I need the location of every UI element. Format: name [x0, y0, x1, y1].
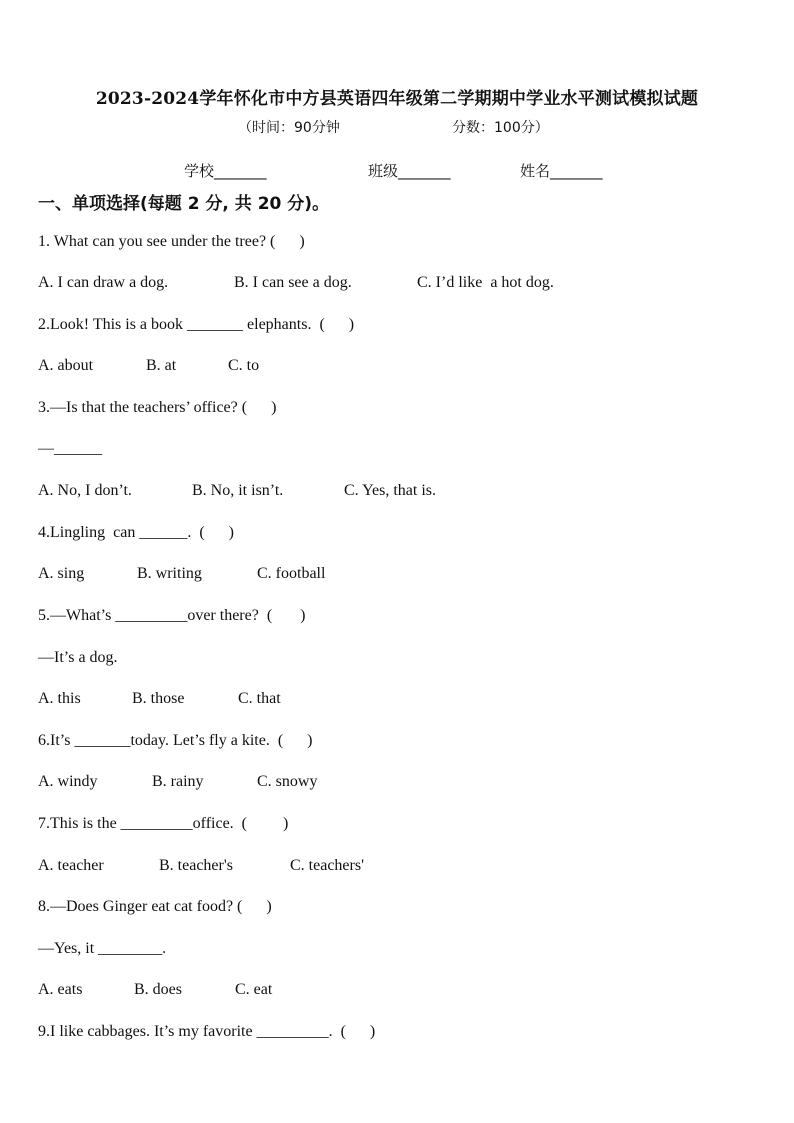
question-1-stem: 1. What can you see under the tree? ( )	[38, 233, 305, 250]
question-4-option-a: A. sing	[38, 565, 85, 582]
question-8-answer: —Yes, it ________.	[38, 940, 167, 957]
question-2-stem: 2.Look! This is a book _______ elephants. ( )	[38, 316, 355, 333]
question-3-stem: 3.—Is that the teachers’ office? ( )	[38, 399, 277, 416]
question-8-option-a: A. eats	[38, 981, 83, 998]
question-6-stem: 6.It’s _______today. Let’s fly a kite. ( )	[38, 732, 313, 749]
question-2-option-b: B. at	[146, 357, 177, 374]
question-1-option-c: C. I’d like a hot dog.	[417, 274, 554, 291]
question-7-option-c: C. teachers'	[290, 857, 364, 874]
question-2-option-c: C. to	[228, 357, 260, 374]
question-8-stem: 8.—Does Ginger eat cat food? ( )	[38, 898, 272, 915]
section-heading: 一、单项选择(每题 2 分, 共 20 分)。	[38, 194, 330, 214]
question-6-option-a: A. windy	[38, 773, 98, 790]
question-2-option-a: A. about	[38, 357, 94, 374]
question-6-option-c: C. snowy	[257, 773, 318, 790]
time-limit: （时间：90分钟	[238, 120, 340, 136]
question-8-option-b: B. does	[134, 981, 182, 998]
name-field: 姓名_______	[520, 162, 603, 180]
total-score: 分数：100分）	[452, 120, 549, 136]
question-1-option-b: B. I can see a dog.	[234, 274, 352, 291]
question-3-answer: —______	[38, 440, 102, 457]
question-7-option-b: B. teacher's	[159, 857, 233, 874]
question-7-option-a: A. teacher	[38, 857, 104, 874]
question-9-stem: 9.I like cabbages. It’s my favorite _________. ( )	[38, 1023, 376, 1040]
question-7-stem: 7.This is the _________office. ( )	[38, 815, 289, 832]
page-title: 2023-2024学年怀化市中方县英语四年级第二学期期中学业水平测试模拟试题	[95, 89, 699, 109]
question-4-stem: 4.Lingling can ______. ( )	[38, 524, 234, 541]
question-3-option-b: B. No, it isn’t.	[192, 482, 284, 499]
question-4-option-c: C. football	[257, 565, 326, 582]
question-5-option-b: B. those	[132, 690, 185, 707]
question-3-option-a: A. No, I don’t.	[38, 482, 132, 499]
school-field: 学校_______	[184, 162, 267, 180]
question-5-option-c: C. that	[238, 690, 281, 707]
question-5-option-a: A. this	[38, 690, 81, 707]
question-4-option-b: B. writing	[137, 565, 202, 582]
question-6-option-b: B. rainy	[152, 773, 204, 790]
question-5-answer: —It’s a dog.	[38, 649, 118, 666]
question-8-option-c: C. eat	[235, 981, 273, 998]
question-1-option-a: A. I can draw a dog.	[38, 274, 169, 291]
question-3-option-c: C. Yes, that is.	[344, 482, 437, 499]
question-5-stem: 5.—What’s _________over there? ( )	[38, 607, 306, 624]
class-field: 班级_______	[368, 162, 451, 180]
